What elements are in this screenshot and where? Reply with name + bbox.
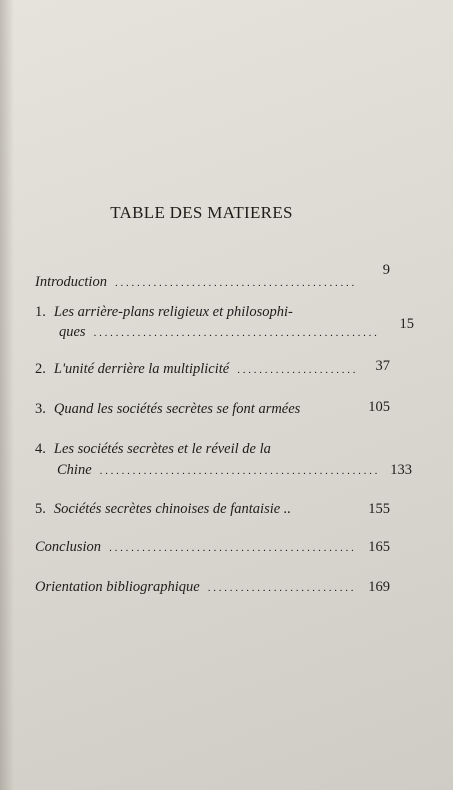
toc-entry-number: 1. — [35, 304, 46, 320]
toc-page-number: 15 — [399, 316, 414, 332]
toc-entry-label: Orientation bibliographique — [35, 579, 200, 595]
toc-entry-label: Les arrière-plans religieux et philosophi- — [53, 304, 293, 320]
toc-entry-number: 2. — [35, 361, 46, 377]
toc-page-number: 133 — [390, 462, 412, 478]
toc-entry-number: 3. — [35, 401, 46, 417]
toc-page-number: 155 — [368, 501, 390, 517]
toc-entry-label: Les sociétés secrètes et le réveil de la — [53, 441, 271, 457]
page-gutter-shadow — [0, 0, 14, 790]
toc-page-number: 105 — [368, 399, 390, 415]
leader-dots — [94, 323, 380, 342]
toc-entry-number: 4. — [35, 441, 46, 457]
toc-entry-label: Introduction — [35, 274, 107, 290]
leader-dots — [115, 273, 356, 292]
leader-dots — [109, 538, 356, 557]
toc-entry-label: Quand les sociétés secrètes se font armées — [53, 401, 301, 417]
toc-entry-5 — [35, 500, 390, 518]
toc-page-number: 165 — [368, 539, 390, 555]
toc-entry-label-continued: ques — [59, 324, 86, 340]
toc-entry-2 — [35, 360, 390, 379]
toc-page-number: 169 — [368, 579, 390, 595]
toc-entry-3 — [35, 400, 390, 418]
toc-entry-label: L'unité derrière la multiplicité — [53, 361, 230, 377]
toc-page-number: 37 — [375, 358, 390, 374]
toc-entry-number: 5. — [35, 501, 46, 517]
leader-dots — [100, 461, 378, 480]
toc-entry-introduction — [35, 263, 390, 292]
toc-title: TABLE DES MATIERES — [110, 203, 293, 222]
toc-entry-label: Conclusion — [35, 539, 102, 555]
toc-entry-label-continued: Chine — [57, 462, 92, 478]
leader-dots — [237, 360, 356, 379]
toc-entry-conclusion — [35, 538, 390, 557]
toc-page-number: 9 — [382, 262, 390, 278]
toc-entry-label: Sociétés secrètes chinoises de fantaisie .. — [53, 501, 292, 517]
toc-entry-bibliography — [35, 578, 390, 597]
leader-dots — [208, 578, 356, 597]
toc-entry-4 — [35, 440, 412, 480]
toc-entry-1 — [35, 303, 414, 342]
